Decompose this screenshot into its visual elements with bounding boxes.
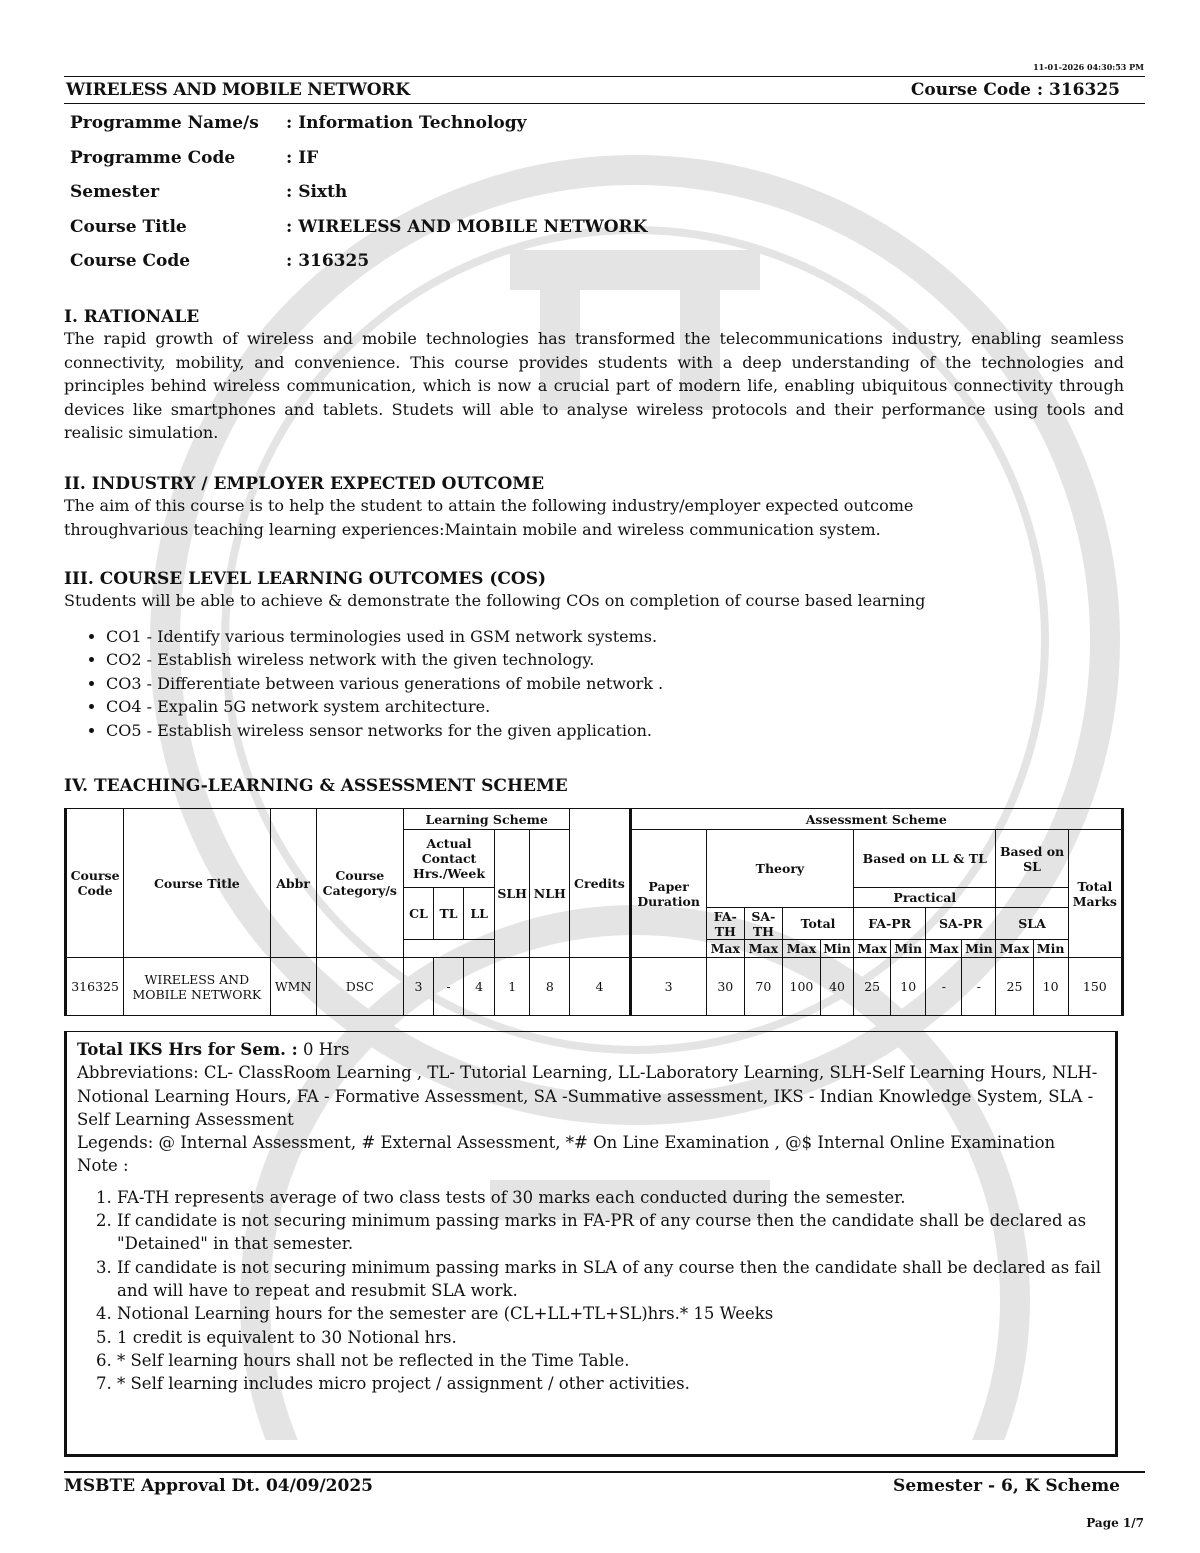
th-max: Max	[996, 940, 1033, 958]
scheme-heading: IV. TEACHING-LEARNING & ASSESSMENT SCHEME	[64, 776, 568, 796]
co-item: • CO1 - Identify various terminologies used in GSM network systems.	[106, 625, 1124, 649]
th-max: Max	[706, 940, 744, 958]
th-ll: LL	[464, 888, 495, 940]
footer-rule	[64, 1471, 1145, 1473]
industry-outcome-section	[64, 474, 1124, 541]
th-actual-contact: Actual Contact Hrs./Week	[403, 830, 494, 888]
cell-total-max: 100	[782, 958, 820, 1016]
th-theory: Theory	[706, 830, 853, 908]
th-cl: CL	[403, 888, 433, 940]
th-max: Max	[854, 940, 891, 958]
info-row-course-title: Course Title : WIRELESS AND MOBILE NETWORK	[70, 216, 648, 237]
cell-total-min: 40	[821, 958, 854, 1016]
cell-abbr: WMN	[270, 958, 316, 1016]
th-fa-th: FA-TH	[706, 908, 744, 940]
th-fa-pr: FA-PR	[854, 908, 926, 940]
course-outcomes-heading: III. COURSE LEVEL LEARNING OUTCOMES (COS)	[64, 569, 547, 589]
info-row-programme-code: Programme Code : IF	[70, 147, 319, 168]
cell-tl: -	[433, 958, 463, 1016]
print-timestamp: 11-01-2026 04:30:53 PM	[1033, 62, 1144, 72]
th-course-title: Course Title	[124, 809, 270, 958]
th-practical: Practical	[854, 888, 996, 908]
cell-paper: 3	[630, 958, 706, 1016]
cell-sa-pr-max: -	[926, 958, 962, 1016]
note-item: 4. Notional Learning hours for the semester are (CL+LL+TL+SL)hrs.* 15 Weeks	[117, 1302, 1115, 1325]
cell-sla-max: 25	[996, 958, 1033, 1016]
industry-outcome-line-2: throughvarious teaching learning experiences:Maintain mobile and wireless communication system.	[64, 519, 881, 539]
note-item: 5. 1 credit is equivalent to 30 Notional hrs.	[117, 1326, 1115, 1349]
page-number: Page 1/7	[1086, 1516, 1144, 1530]
cell-fa-pr-min: 10	[891, 958, 926, 1016]
th-based-sl: Based on SL	[996, 830, 1068, 888]
th-min: Min	[821, 940, 854, 958]
cell-credits: 4	[570, 958, 630, 1016]
note-item: 6. * Self learning hours shall not be reflected in the Time Table.	[117, 1349, 1115, 1372]
th-max: Max	[926, 940, 962, 958]
course-info-block	[70, 113, 647, 286]
cell-sa-pr-min: -	[962, 958, 996, 1016]
info-row-course-code: Course Code : 316325	[70, 251, 370, 271]
th-sla: SLA	[996, 908, 1068, 940]
rationale-heading: I. RATIONALE	[64, 307, 200, 327]
cell-fa-th-max: 30	[706, 958, 744, 1016]
note-label: Note :	[77, 1156, 129, 1176]
th-tl: TL	[433, 888, 463, 940]
th-abbr: Abbr	[270, 809, 316, 958]
table-row	[66, 958, 1123, 1016]
note-item: 7. * Self learning includes micro project / assignment / other activities.	[117, 1372, 1115, 1395]
cell-category: DSC	[316, 958, 403, 1016]
teaching-assessment-table	[64, 808, 1124, 1016]
th-min: Min	[962, 940, 996, 958]
co-item: • CO5 - Establish wireless sensor networks for the given application.	[106, 719, 1124, 743]
notes-box	[64, 1031, 1118, 1457]
th-contact-spacer	[403, 940, 494, 958]
th-category: Course Category/s	[316, 809, 403, 958]
cell-fa-pr-max: 25	[854, 958, 891, 1016]
note-item: 3. If candidate is not securing minimum passing marks in SLA of any course then the candidate shall be declared as fail and will have to repeat and resubmit SLA work.	[117, 1256, 1115, 1303]
cell-code: 316325	[66, 958, 124, 1016]
th-min: Min	[891, 940, 926, 958]
cell-ll: 4	[464, 958, 495, 1016]
course-outcomes-section	[64, 569, 1124, 742]
th-min: Min	[1033, 940, 1068, 958]
cell-sa-th-max: 70	[744, 958, 782, 1016]
th-slh: SLH	[495, 830, 530, 958]
co-item: • CO4 - Expalin 5G network system architecture.	[106, 695, 1124, 719]
cell-cl: 3	[403, 958, 433, 1016]
th-total-marks: Total Marks	[1068, 830, 1122, 958]
th-max: Max	[782, 940, 820, 958]
cell-sla-min: 10	[1033, 958, 1068, 1016]
legends-text: Legends: @ Internal Assessment, # External Assessment, *# On Line Examination , @$ Internal Online Examination	[77, 1133, 1056, 1153]
th-nlh: NLH	[530, 830, 570, 958]
cell-slh: 1	[495, 958, 530, 1016]
abbreviations-text: Abbreviations: CL- ClassRoom Learning , TL- Tutorial Learning, LL-Laboratory Learning, SLH-Self Learning Hours, NLH-Notional Learning Hours, FA - Formative Assessment, SA -Summative assessment, IKS - Indian Knowledge System, SLA - Self Learning Assessment	[77, 1063, 1098, 1129]
th-sa-pr: SA-PR	[926, 908, 996, 940]
industry-outcome-heading: II. INDUSTRY / EMPLOYER EXPECTED OUTCOME	[64, 474, 545, 494]
th-based-sl-spacer	[996, 888, 1068, 908]
th-course-code: Course Code	[66, 809, 124, 958]
course-outcomes-intro: Students will be able to achieve & demonstrate the following COs on completion of course based learning	[64, 591, 926, 610]
note-item: 2. If candidate is not securing minimum passing marks in FA-PR of any course then the candidate shall be declared as "Detained" in that semester.	[117, 1209, 1115, 1256]
course-header-title: WIRELESS AND MOBILE NETWORK	[66, 80, 410, 100]
th-max: Max	[744, 940, 782, 958]
approval-date: MSBTE Approval Dt. 04/09/2025	[64, 1476, 373, 1496]
cell-total-marks: 150	[1068, 958, 1122, 1016]
co-item: • CO2 - Establish wireless network with the given technology.	[106, 648, 1124, 672]
rationale-section	[64, 307, 1124, 445]
th-paper-duration: Paper Duration	[630, 830, 706, 958]
course-outcomes-list	[64, 625, 1124, 743]
rationale-text: The rapid growth of wireless and mobile technologies has transformed the telecommunications industry, enabling seamless connectivity, mobility, and convenience. This course provides students with a deep understanding of the technologies and principles behind wireless communication, which is now a crucial part of modern life, enabling ubiquitous connectivity through devices like smartphones and tablets. Studets will able to analyse wireless protocols and their performance using tools and realisic simulation.	[64, 329, 1124, 442]
info-row-programme-name: Programme Name/s : Information Technology	[70, 113, 527, 133]
iks-hours: Total IKS Hrs for Sem. : 0 Hrs	[77, 1040, 350, 1059]
note-item: 1. FA-TH represents average of two class tests of 30 marks each conducted during the semester.	[117, 1186, 1115, 1209]
th-based-ll-tl: Based on LL & TL	[854, 830, 996, 888]
cell-nlh: 8	[530, 958, 570, 1016]
industry-outcome-line-1: The aim of this course is to help the student to attain the following industry/employer expected outcome	[64, 496, 914, 515]
th-learning-scheme: Learning Scheme	[403, 809, 569, 830]
notes-list	[77, 1186, 1115, 1396]
info-row-semester: Semester : Sixth	[70, 182, 348, 202]
th-sa-th: SA-TH	[744, 908, 782, 940]
th-total: Total	[782, 908, 853, 940]
cell-title: WIRELESS AND MOBILE NETWORK	[124, 958, 270, 1016]
semester-scheme: Semester - 6, K Scheme	[893, 1476, 1120, 1496]
course-header-code: Course Code : 316325	[910, 80, 1120, 100]
th-credits: Credits	[570, 809, 630, 958]
header-rule-top	[64, 76, 1145, 77]
header-rule-bottom	[64, 103, 1145, 104]
co-item: • CO3 - Differentiate between various generations of mobile network .	[106, 672, 1124, 696]
scheme-section	[64, 776, 1124, 796]
th-assessment-scheme: Assessment Scheme	[630, 809, 1122, 830]
